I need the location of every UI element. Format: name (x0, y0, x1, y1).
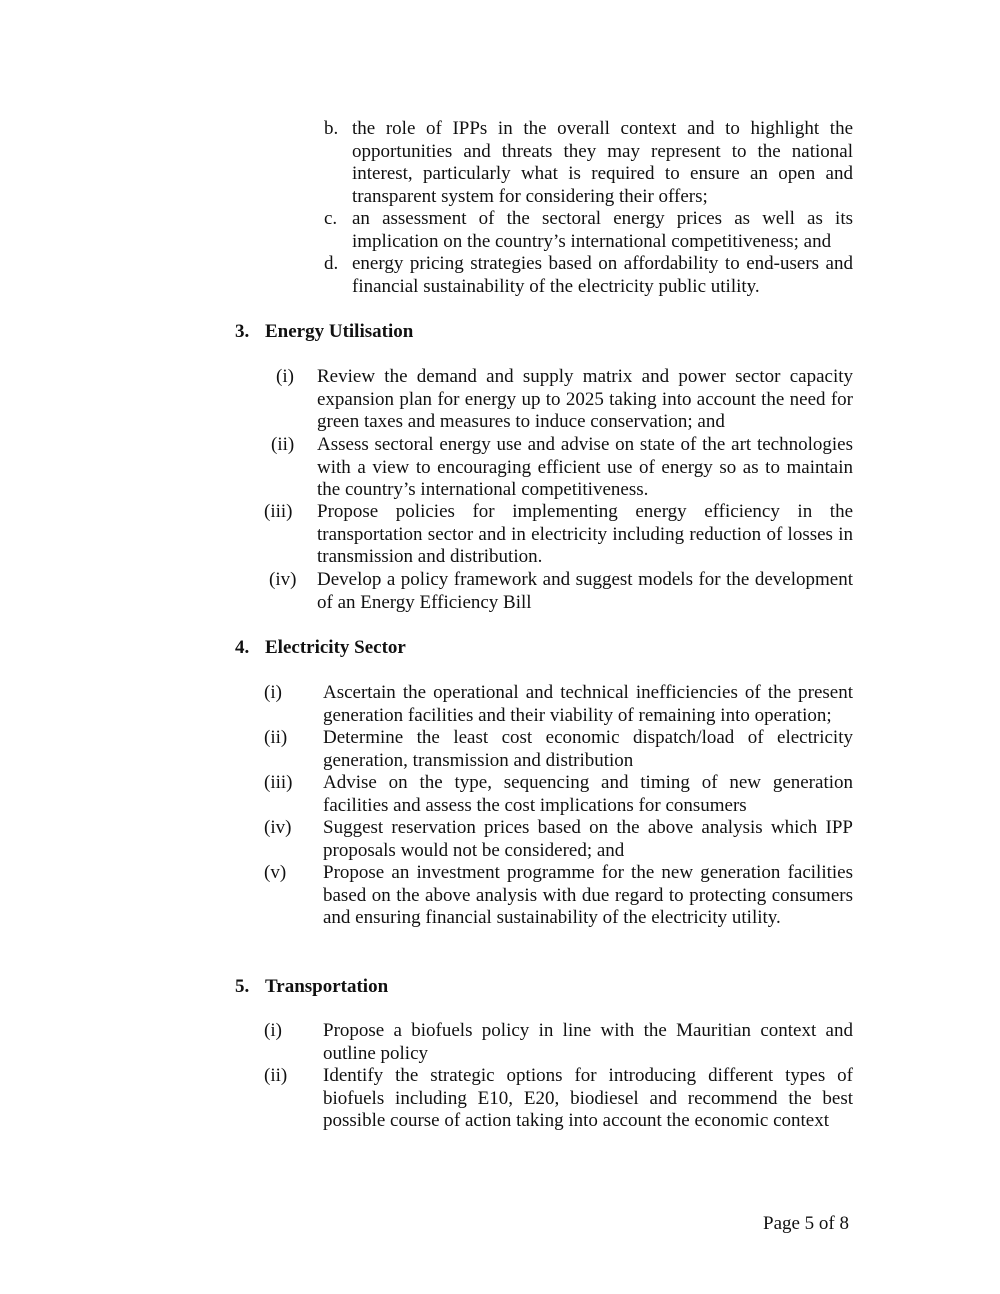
item-marker: d. (324, 253, 339, 274)
item-marker: (iii) (264, 501, 293, 522)
item-text: Propose an investment programme for the new generation facilities based on the above analysis with due regard to protecting consumers and ensuring financial sustainability of the electricity utility. (323, 862, 853, 929)
item-text: Determine the least cost economic dispatch/load of electricity generation, transmission and distribution (323, 727, 853, 771)
item-marker: (i) (276, 366, 294, 387)
item-marker: (ii) (271, 434, 295, 455)
item-marker: (i) (264, 1020, 282, 1041)
energy-utilisation-item-iv (269, 569, 853, 614)
item-text: Advise on the type, sequencing and timing of new generation facilities and assess the cost implications for consumers (323, 772, 853, 816)
electricity-sector-item-i (264, 682, 853, 727)
electricity-sector-item-ii (264, 727, 853, 772)
section-number: 4. (235, 637, 250, 658)
section-heading-transportation (235, 976, 388, 999)
item-marker: (i) (264, 682, 282, 703)
section-title: Transportation (265, 976, 389, 997)
section-number: 3. (235, 321, 250, 342)
item-marker: c. (324, 208, 338, 229)
page-number: Page 5 of 8 (763, 1213, 850, 1234)
energy-utilisation-item-i (276, 366, 853, 434)
transportation-item-i (264, 1020, 853, 1065)
item-text: Assess sectoral energy use and advise on state of the art technologies with a view to encouraging efficient use of energy so as to maintain the country’s international competitiveness. (317, 434, 853, 501)
item-text: Propose a biofuels policy in line with the Mauritian context and outline policy (323, 1020, 853, 1064)
item-text: Ascertain the operational and technical inefficiencies of the present generation facilities and their viability of remaining into operation; (323, 682, 853, 726)
item-marker: (iii) (264, 772, 293, 793)
item-marker: (v) (264, 862, 287, 883)
item-text: Develop a policy framework and suggest models for the development of an Energy Efficiency Bill (317, 569, 853, 613)
item-marker: b. (324, 118, 339, 139)
intro-item-b (324, 118, 853, 208)
item-text: Propose policies for implementing energy efficiency in the transportation sector and in electricity including reduction of losses in transmission and distribution. (317, 501, 853, 568)
energy-utilisation-item-ii (271, 434, 853, 502)
section-title: Electricity Sector (265, 637, 406, 658)
electricity-sector-item-iv (264, 817, 853, 862)
section-number: 5. (235, 976, 250, 997)
item-text: Review the demand and supply matrix and power sector capacity expansion plan for energy up to 2025 taking into account the need for green taxes and measures to induce conservation; and (317, 366, 853, 433)
transportation-item-ii (264, 1065, 853, 1133)
energy-utilisation-item-iii (264, 501, 853, 569)
item-text: Suggest reservation prices based on the above analysis which IPP proposals would not be considered; and (323, 817, 853, 861)
electricity-sector-item-iii (264, 772, 853, 817)
section-heading-energy-utilisation (235, 321, 413, 344)
item-text: Identify the strategic options for introducing different types of biofuels including E10, E20, biodiesel and recommend the best possible course of action taking into account the economic context (323, 1065, 853, 1132)
item-marker: (iv) (269, 569, 297, 590)
item-text: energy pricing strategies based on affordability to end-users and financial sustainability of the electricity public utility. (352, 253, 853, 297)
intro-item-c (324, 208, 853, 253)
section-title: Energy Utilisation (265, 321, 414, 342)
item-marker: (iv) (264, 817, 292, 838)
intro-item-d (324, 253, 853, 298)
electricity-sector-item-v (264, 862, 853, 930)
item-text: the role of IPPs in the overall context and to highlight the opportunities and threats they may represent to the national interest, particularly what is required to ensure an open and transparent system for considering their offers; (352, 118, 853, 207)
item-text: an assessment of the sectoral energy prices as well as its implication on the country’s international competitiveness; and (352, 208, 853, 252)
section-heading-electricity-sector (235, 637, 406, 660)
item-marker: (ii) (264, 1065, 288, 1086)
item-marker: (ii) (264, 727, 288, 748)
